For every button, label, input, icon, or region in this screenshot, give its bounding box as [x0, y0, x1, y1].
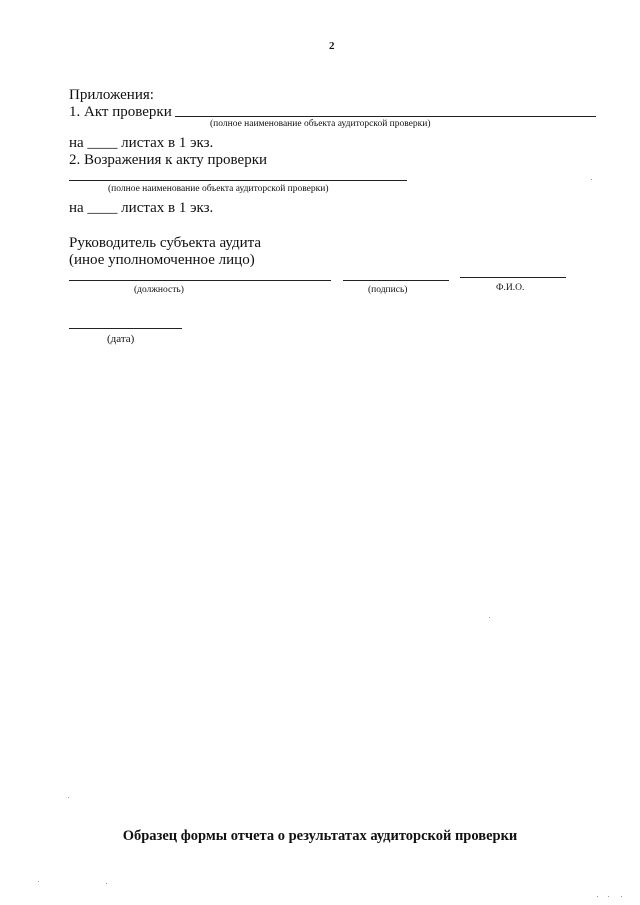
- position-caption: (должность): [134, 285, 184, 295]
- scan-speck: [608, 896, 609, 897]
- position-fill-line: [69, 280, 331, 281]
- attachment-2-sheets: на ____ листах в 1 экз.: [69, 200, 214, 216]
- attachment-1-fill-line: [175, 116, 596, 117]
- page-number: 2: [329, 40, 335, 52]
- date-caption: (дата): [107, 333, 135, 345]
- head-subtitle: (иное уполномоченное лицо): [69, 252, 255, 268]
- scan-speck: [597, 896, 598, 897]
- scan-speck: [489, 617, 490, 618]
- signature-caption: (подпись): [368, 285, 408, 295]
- attachment-1-caption: (полное наименование объекта аудиторской проверки): [210, 119, 431, 129]
- date-fill-line: [69, 328, 182, 329]
- head-title: Руководитель субъекта аудита: [69, 235, 262, 251]
- attachment-1-label: 1. Акт проверки: [69, 104, 172, 120]
- footer-title: Образец формы отчета о результатах аудиторской проверки: [122, 828, 518, 844]
- scan-speck: [106, 883, 107, 884]
- signature-fill-line: [343, 280, 449, 281]
- attachment-2-fill-line: [69, 180, 407, 181]
- attachment-2-caption: (полное наименование объекта аудиторской проверки): [108, 184, 329, 194]
- scan-speck: [591, 179, 592, 180]
- attachment-1-sheets: на ____ листах в 1 экз.: [69, 135, 214, 151]
- attachment-2-label: 2. Возражения к акту проверки: [69, 152, 268, 168]
- fio-caption: Ф.И.О.: [496, 283, 525, 293]
- attachments-title: Приложения:: [69, 87, 154, 103]
- scan-speck: [68, 797, 69, 798]
- scan-speck: [621, 896, 622, 897]
- scan-speck: [38, 881, 39, 882]
- fio-fill-line: [460, 277, 566, 278]
